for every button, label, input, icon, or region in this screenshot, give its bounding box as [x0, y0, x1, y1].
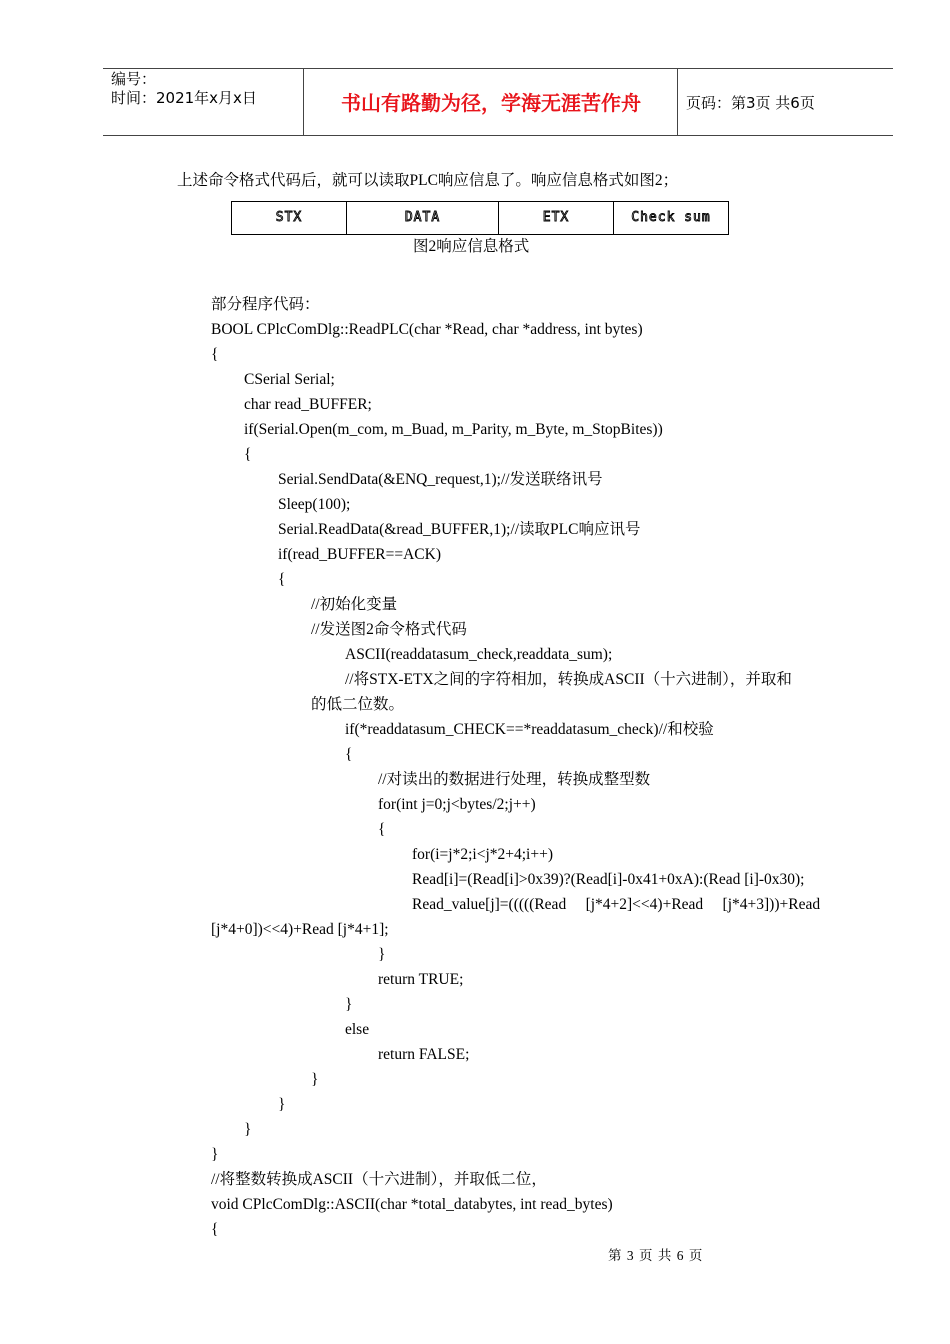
frame-field-etx: ETX	[499, 202, 614, 234]
header-page-info: 页码：第3页 共6页	[686, 94, 815, 112]
code-line: [j*4+0])<<4)+Read [j*4+1];	[211, 921, 389, 938]
header-time-label: 时间：2021年x月x日	[111, 89, 257, 107]
code-line: Sleep(100);	[278, 496, 351, 513]
code-line: }	[278, 1096, 286, 1113]
code-line: Serial.SendData(&ENQ_request,1);//发送联络讯号	[278, 471, 603, 488]
code-line: BOOL CPlcComDlg::ReadPLC(char *Read, char *address, int bytes)	[211, 321, 643, 338]
code-line: {	[244, 446, 252, 463]
code-line: return TRUE;	[378, 971, 464, 988]
page-footer: 第 3 页 共 6 页	[608, 1248, 704, 1263]
code-line: {	[378, 821, 386, 838]
code-line: for(i=j*2;i<j*2+4;i++)	[412, 846, 553, 863]
code-line: 的低二位数。	[311, 696, 405, 713]
code-line: //将STX-ETX之间的字符相加，转换成ASCII（十六进制），并取和	[345, 671, 792, 688]
header-number-label: 编号：	[111, 70, 157, 88]
frame-field-checksum: Check sum	[631, 210, 711, 225]
code-line: }	[345, 996, 353, 1013]
header-slogan: 书山有路勤为径，学海无涯苦作舟	[341, 91, 641, 115]
code-line: //对读出的数据进行处理，转换成整型数	[378, 771, 651, 788]
code-line: return FALSE;	[378, 1046, 470, 1063]
code-line: if(read_BUFFER==ACK)	[278, 546, 441, 563]
code-line: {	[211, 346, 219, 363]
code-line: Read_value[j]=(((((Read [j*4+2]<<4)+Read [j*4+3]))+Read	[412, 896, 821, 913]
figure-caption: 图2响应信息格式	[413, 238, 530, 255]
code-line: }	[244, 1121, 252, 1138]
code-line: Serial.ReadData(&read_BUFFER,1);//读取PLC响应讯号	[278, 521, 641, 538]
code-line: Read[i]=(Read[i]>0x39)?(Read[i]-0x41+0xA):(Read [i]-0x30);	[412, 871, 805, 888]
code-line: }	[378, 946, 386, 963]
code-line: if(Serial.Open(m_com, m_Buad, m_Parity, m_Byte, m_StopBites))	[244, 421, 663, 438]
code-line: //发送图2命令格式代码	[311, 621, 467, 638]
code-line: for(int j=0;j<bytes/2;j++)	[378, 796, 536, 813]
code-line: {	[278, 571, 286, 588]
header-meta	[111, 70, 257, 108]
response-frame-table	[231, 201, 729, 235]
header-top-rule	[103, 68, 893, 69]
code-line: CSerial Serial;	[244, 371, 335, 388]
code-line: //将整数转换成ASCII（十六进制），并取低二位，	[211, 1171, 547, 1188]
intro-paragraph: 上述命令格式代码后，就可以读取PLC响应信息了。响应信息格式如图2；	[177, 172, 679, 189]
frame-field-data: DATA	[347, 202, 499, 234]
code-line: char read_BUFFER;	[244, 396, 372, 413]
header-divider-left	[303, 68, 304, 135]
code-line: }	[211, 1146, 219, 1163]
code-line: }	[311, 1071, 319, 1088]
code-line: else	[345, 1021, 370, 1038]
header-divider-right	[677, 68, 678, 135]
code-line: if(*readdatasum_CHECK==*readdatasum_check)//和校验	[345, 721, 714, 738]
code-line: 部分程序代码：	[211, 296, 320, 313]
code-line: //初始化变量	[311, 596, 398, 613]
code-line: ASCII(readdatasum_check,readdata_sum);	[345, 646, 613, 663]
header-bottom-rule	[103, 135, 893, 136]
code-line: void CPlcComDlg::ASCII(char *total_databytes, int read_bytes)	[211, 1196, 613, 1213]
code-line: {	[345, 746, 353, 763]
frame-field-stx: STX	[232, 202, 347, 234]
code-line: {	[211, 1221, 219, 1238]
